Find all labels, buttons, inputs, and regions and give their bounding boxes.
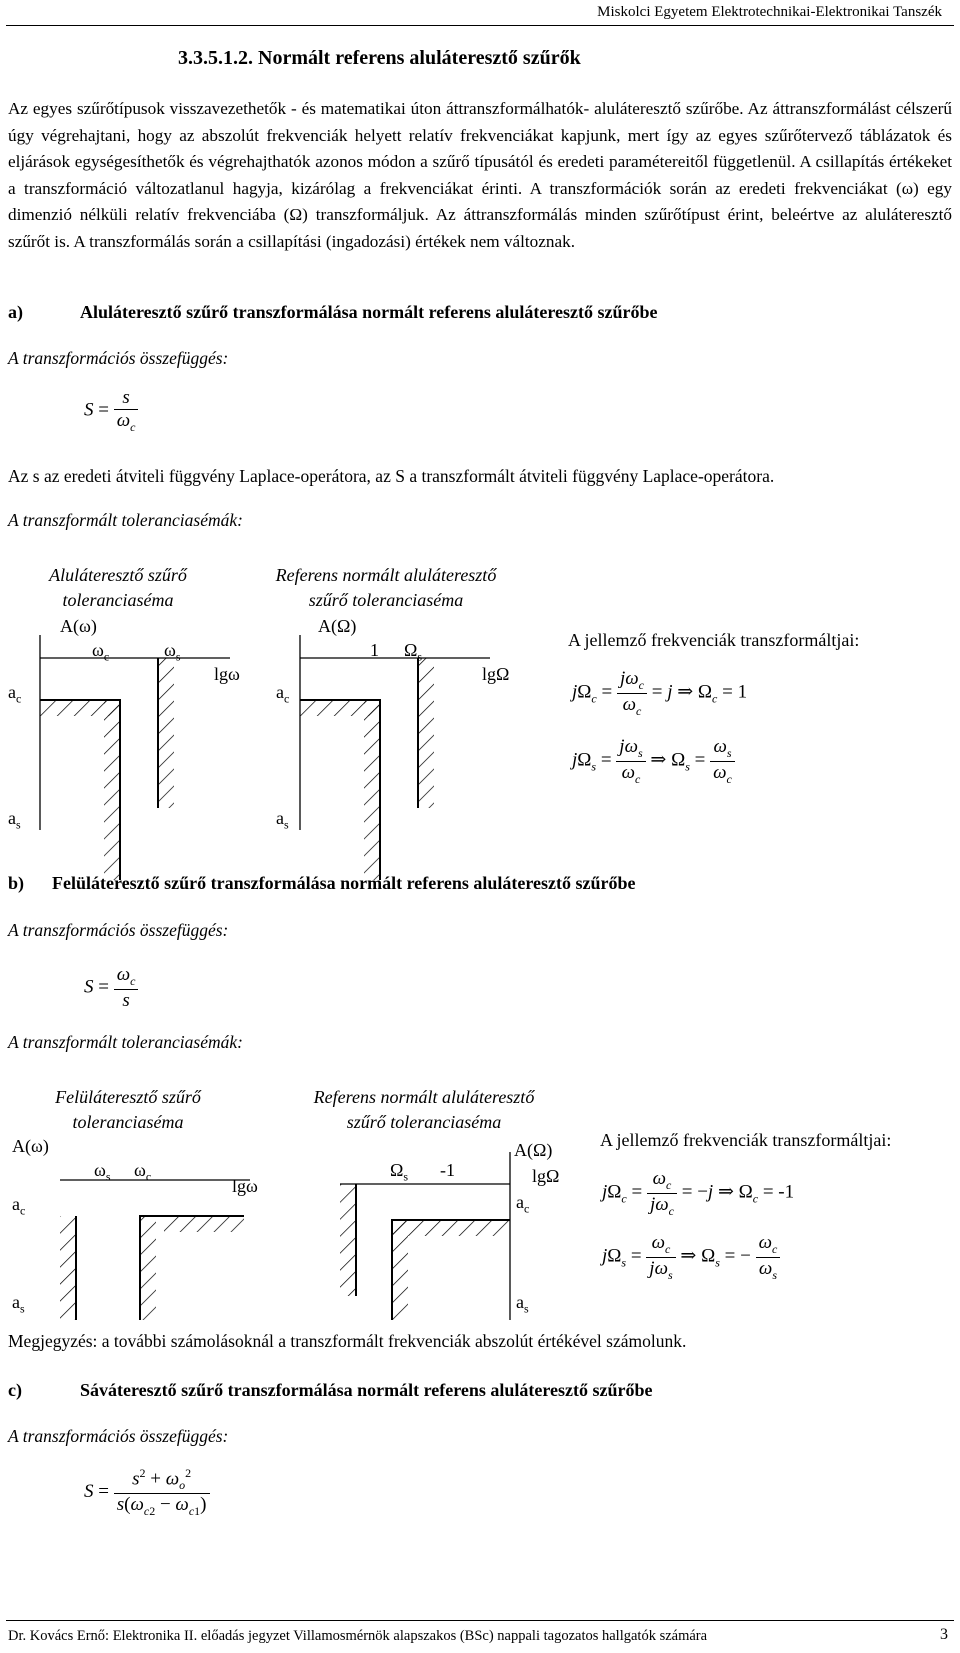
scheme-b-left-a-c: $a_c$ [12,1194,26,1218]
scheme-b-left-caption: Felüláteresztő szűrő toleranciaséma [55,1087,201,1132]
scheme-b-right-a-s: $a_s$ [516,1292,529,1316]
scheme-b-right-omega-s: $\Omega_s$ [390,1160,409,1184]
section-a-title: Aluláteresztő szűrő transzformálása normált referens aluláteresztő szűrőbe [80,302,658,322]
scheme-a-left-a-s: $a_s$ [8,808,21,832]
footer-rule [6,1620,954,1621]
scheme-b-left-omega-c: $\omega_c$ [134,1160,152,1184]
scheme-b-right-a-c: $a_c$ [516,1192,530,1216]
section-b-schemes-label: A transzformált toleranciasémák: [8,1032,243,1052]
footer-text: Dr. Kovács Ernő: Elektronika II. előadás jegyzet Villamosmérnök alapszakos (BSc) nappali tagozatos hallgatók számára [8,1628,708,1644]
scheme-b-right-minus-one: -1 [440,1160,455,1180]
scheme-a-left-axis-label: A(ω) [60,616,97,636]
scheme-a-left-diagram [0,620,240,880]
scheme-b-right-diagram [300,1140,540,1320]
intro-paragraph: Az egyes szűrőtípusok visszavezethetők - és matematikai úton áttranszformálhatók- aluláteresztő szűrőbe. Az áttranszformálást célszerű úgy végrehajtani, hogy az abszolút frekvenciák helyett relatív frekvenciákat kapjunk, mert így az egyes szűrőtervező táblázatok és eljárások egységesíthetők és végrehajthatók azonos módon a szűrő típusától és eredeti paramétereitől függetlenül. A csillapítás értékeket a transzformáció változatlanul hagyja, kizárólag a frekvenciákat érinti. A transzformációk során az eredeti frekvenciákat (ω) egy dimenzió nélküli relatív frekvenciába (Ω) transzformáljuk. Az áttranszformálás minden szűrőtípust érint, beleértve az aluláteresztő szűrőt is. A transzformálás során a csillapítási (ingadozási) értékek nem változnak. [8,99,952,251]
section-c-title: Sáváteresztő szűrő transzformálása normált referens aluláteresztő szűrőbe [80,1380,653,1400]
section-b-title: Felüláteresztő szűrő transzformálása normált referens aluláteresztő szűrőbe [52,873,636,893]
scheme-a-left-lg-omega: lgω [214,664,240,684]
scheme-a-right-caption: Referens normált aluláteresztő szűrő toleranciaséma [275,565,497,610]
scheme-a-left-omega-s: $\omega_s$ [164,640,181,664]
freq-b-line-1: $j\Omega_c$ = $\frac{\omega_c}{j\omega_c}$ = −j ⇒ $\Omega_c = -1$ [602,1168,795,1218]
section-a-freq-title: A jellemző frekvenciák transzformáltjai: [568,630,860,650]
formula-c: S = $\frac{s^2 + \omega_o^2}{s(\omega_{c2} - \omega_{c1})}$ [84,1466,210,1519]
freq-a-line-2: $j\Omega_s$ = $\frac{j\omega_s}{\omega_c}$ ⇒ $\Omega_s$ = $\frac{\omega_s}{\omega_c}$ [572,736,735,787]
scheme-b-left-axis-label: A(ω) [12,1136,49,1156]
freq-b-line-2: $j\Omega_s$ = $\frac{\omega_c}{j\omega_s}$ ⇒ $\Omega_s$ = − $\frac{\omega_c}{\omega_s}$ [602,1232,780,1283]
scheme-a-right-a-s: $a_s$ [276,808,289,832]
section-a-schemes-label: A transzformált toleranciasémák: [8,510,243,530]
scheme-a-left-caption: Aluláteresztő szűrő toleranciaséma [49,565,187,610]
scheme-a-left-a-c: $a_c$ [8,682,22,706]
section-a-marker: a) [8,302,23,322]
freq-a-line-1: $j\Omega_c$ = $\frac{j\omega_c}{\omega_c}$ = j ⇒ $\Omega_c = 1$ [572,668,748,718]
scheme-a-right-lg-omega: lgΩ [482,664,510,684]
section-c-marker: c) [8,1380,22,1400]
section-b-marker: b) [8,873,25,893]
header-rule [6,25,954,26]
scheme-b-left-diagram [0,1140,260,1320]
section-b-relation-label: A transzformációs összefüggés: [8,920,229,940]
scheme-b-right-caption: Referens normált aluláteresztő szűrő toleranciaséma [313,1087,535,1132]
page-header: Miskolci Egyetem Elektrotechnikai-Elektronikai Tanszék [597,4,942,20]
scheme-a-right-a-c: $a_c$ [276,682,290,706]
scheme-a-right-diagram [260,620,500,880]
scheme-b-left-lg-omega: lgω [232,1176,258,1196]
section-title: 3.3.5.1.2. Normált referens aluláteresztő szűrők [178,47,581,69]
scheme-a-right-one: 1 [370,640,379,660]
section-a-relation-label: A transzformációs összefüggés: [8,348,229,368]
formula-a-explanation: Az s az eredeti átviteli függvény Laplace-operátora, az S a transzformált átviteli függvény Laplace-operátora. [8,466,775,486]
scheme-a-right-omega-s: $\Omega_s$ [404,640,423,664]
scheme-a-right-axis-label: A(Ω) [318,616,357,636]
note: Megjegyzés: a további számolásoknál a transzformált frekvenciák abszolút értékével számolunk. [8,1331,687,1351]
formula-a: S = $\frac{s}{\omega_c}$ [84,387,138,435]
scheme-b-right-lg-omega: lgΩ [532,1166,560,1186]
scheme-a-left-omega-c: $\omega_c$ [92,640,110,664]
section-b-freq-title: A jellemző frekvenciák transzformáltjai: [600,1130,892,1150]
scheme-b-left-a-s: $a_s$ [12,1292,25,1316]
section-c-relation-label: A transzformációs összefüggés: [8,1426,229,1446]
page-number: 3 [940,1626,948,1643]
scheme-b-right-axis-label: A(Ω) [514,1140,553,1160]
scheme-b-left-omega-s: $\omega_s$ [94,1160,111,1184]
formula-b: S = $\frac{\omega_c}{s}$ [84,964,138,1012]
